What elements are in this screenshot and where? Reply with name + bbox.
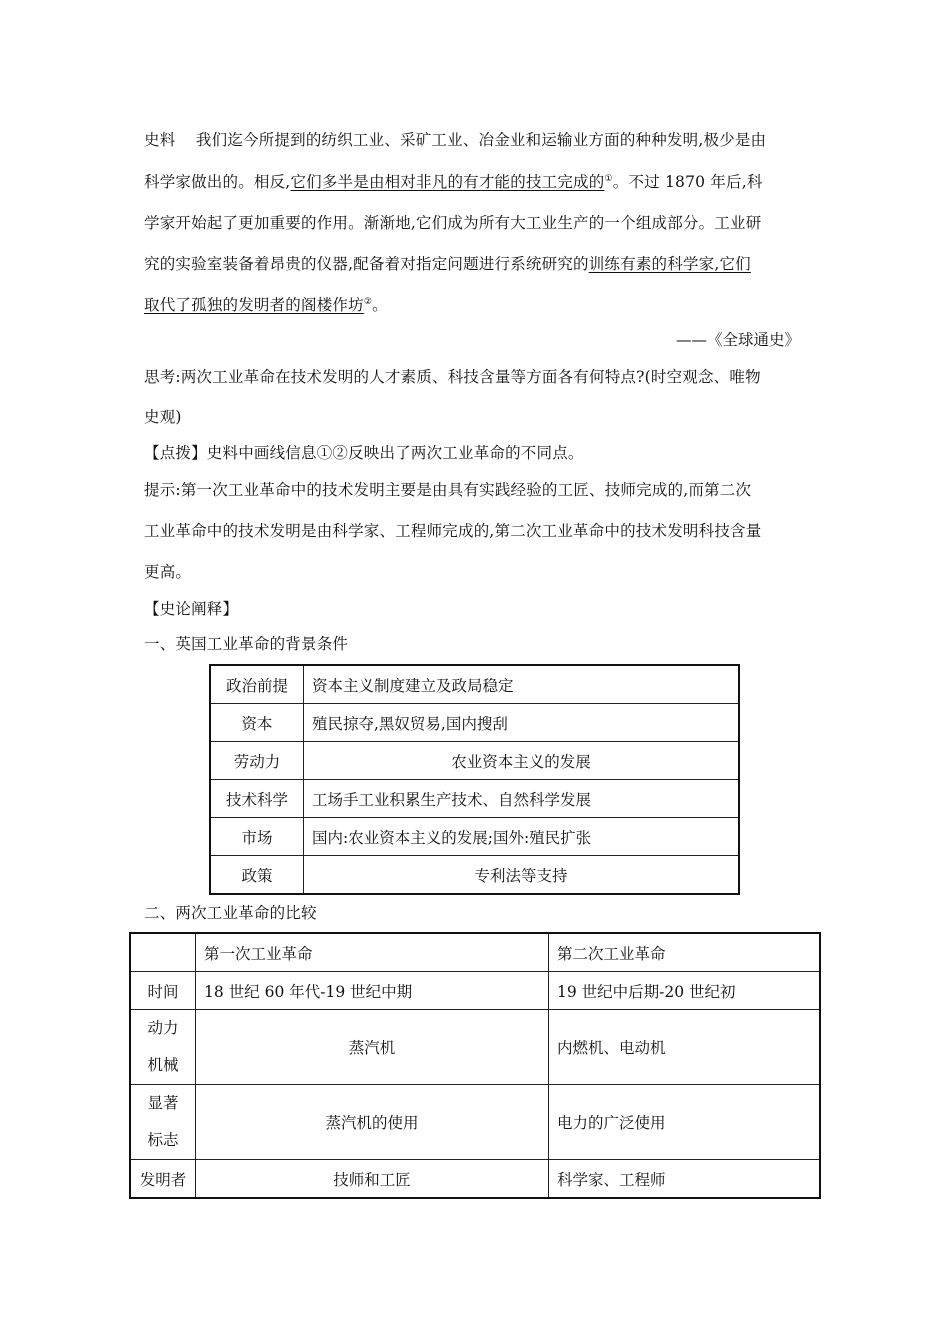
source-citation: ——《全球通史》 bbox=[675, 331, 800, 349]
underlined-info-1: 它们多半是由相对非凡的有才能的技工完成的 bbox=[290, 173, 605, 191]
source-line-1: 史料 我们迄今所提到的纺织工业、采矿工业、冶金业和运输业方面的种种发明,极少是由 bbox=[144, 131, 767, 149]
source-line-2: 科学家做出的。相反,它们多半是由相对非凡的有才能的技工完成的①。不过 1870 年后,科 bbox=[144, 173, 763, 191]
hint: 【点拨】史料中画线信息①②反映出了两次工业革命的不同点。 bbox=[144, 444, 584, 462]
heading-2: 二、两次工业革命的比较 bbox=[144, 904, 317, 922]
table-row: 政治前提 资本主义制度建立及政局稳定 bbox=[210, 665, 739, 704]
heading-1: 一、英国工业革命的背景条件 bbox=[144, 635, 349, 653]
source-line-5: 取代了孤独的发明者的阁楼作坊②。 bbox=[144, 296, 388, 314]
table-row: 动力 机械 蒸汽机 内燃机、电动机 bbox=[130, 1010, 820, 1085]
table-row: 发明者 技师和工匠 科学家、工程师 bbox=[130, 1160, 820, 1199]
table-row: 政策 专利法等支持 bbox=[210, 856, 739, 895]
answer-line-3: 更高。 bbox=[144, 563, 192, 581]
table-row: 时间 18 世纪 60 年代-19 世纪中期 19 世纪中后期-20 世纪初 bbox=[130, 972, 820, 1010]
source-label: 史料 bbox=[144, 131, 176, 149]
section-title: 【史论阐释】 bbox=[144, 600, 239, 618]
table-row: 劳动力 农业资本主义的发展 bbox=[210, 742, 739, 780]
underlined-info-2b: 取代了孤独的发明者的阁楼作坊 bbox=[144, 296, 364, 314]
question-line-1: 思考:两次工业革命在技术发明的人才素质、科技含量等方面各有何特点?(时空观念、唯物 bbox=[144, 368, 761, 386]
answer-line-2: 工业革命中的技术发明是由科学家、工程师完成的,第二次工业革命中的技术发明科技含量 bbox=[144, 522, 762, 540]
table-header-row: 第一次工业革命 第二次工业革命 bbox=[130, 933, 820, 972]
source-line-3: 学家开始起了更加重要的作用。渐渐地,它们成为所有大工业生产的一个组成部分。工业研 bbox=[144, 214, 762, 232]
underlined-info-2a: 训练有素的科学家,它们 bbox=[588, 255, 751, 273]
table-row: 技术科学 工场手工业积累生产技术、自然科学发展 bbox=[210, 780, 739, 818]
comparison-table bbox=[129, 932, 821, 1199]
question-line-2: 史观) bbox=[144, 408, 182, 426]
table-row: 显著 标志 蒸汽机的使用 电力的广泛使用 bbox=[130, 1085, 820, 1160]
source-line-4: 究的实验室装备着昂贵的仪器,配备着对指定问题进行系统研究的训练有素的科学家,它们 bbox=[144, 255, 751, 273]
table-row: 资本 殖民掠夺,黑奴贸易,国内搜刮 bbox=[210, 704, 739, 742]
table-row: 市场 国内:农业资本主义的发展;国外:殖民扩张 bbox=[210, 818, 739, 856]
background-conditions-table bbox=[209, 664, 740, 895]
answer-line-1: 提示:第一次工业革命中的技术发明主要是由具有实践经验的工匠、技师完成的,而第二次 bbox=[144, 481, 752, 499]
